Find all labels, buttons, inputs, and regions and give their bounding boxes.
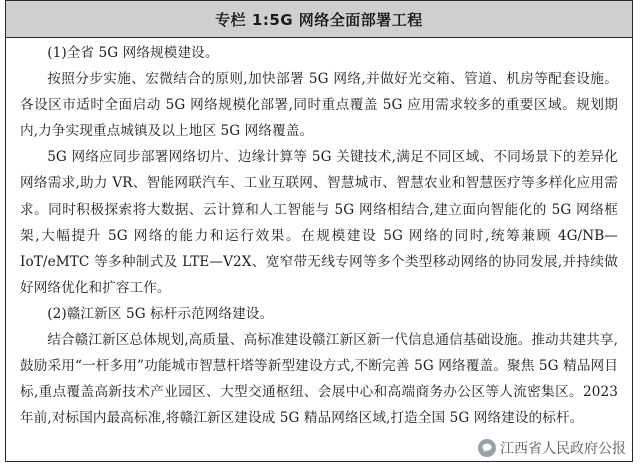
column-box <box>5 0 633 462</box>
section-heading-2: (2)赣江新区 5G 标杆示范网络建设。 <box>47 305 274 322</box>
body-paragraph-3: 结合赣江新区总体规划,高质量、高标准建设赣江新区新一代信息通信基础设施。推动共建共享,鼓励采用“一杆多用”功能城市智慧杆塔等新型建设方式,不断完善 5G 网络覆盖。聚焦 5G 精品网目标,重点覆盖高新技术产业园区、大型交通枢纽、会展中心和高端商务办公区等人流密集区。2023 年前,对标国内最高标准,将赣江新区建设成 5G 精品网络区域,打造全国 5G 网络建设的标杆。 <box>20 332 618 427</box>
body-paragraph-2: 5G 网络应同步部署网络切片、边缘计算等 5G 关键技术,满足不同区域、不同场景下的差异化网络需求,助力 VR、智能网联汽车、工业互联网、智慧城市、智慧农业和智慧医疗等多样化应用需求。同时积极探索将大数据、云计算和人工智能与 5G 网络相结合,建立面向智能化的 5G 网络框架,大幅提升 5G 网络的能力和运行效果。在规模建设 5G 网络的同时,统筹兼顾 4G/NB—IoT/eMTC 等多种制式及 LTE—V2X、宽窄带无线专网等多个类型移动网络的协同发展,并持续做好网络优化和扩容工作。 <box>20 149 618 296</box>
column-body <box>6 38 632 431</box>
column-title-bar <box>6 1 632 38</box>
column-title: 专栏 1:5G 网络全面部署工程 <box>215 10 423 29</box>
body-paragraph-1: 按照分步实施、宏微结合的原则,加快部署 5G 网络,并做好光交箱、管道、机房等配套设施。各设区市适时全面启动 5G 网络规模化部署,同时重点覆盖 5G 应用需求较多的重要区域。规划期内,力争实现重点城镇及以上地区 5G 网络覆盖。 <box>20 71 618 140</box>
watermark-text: 江西省人民政府公报 <box>500 441 626 457</box>
chat-bubble-icon <box>478 439 496 457</box>
watermark <box>476 438 628 458</box>
section-heading-1: (1)全省 5G 网络规模建设。 <box>47 45 219 61</box>
